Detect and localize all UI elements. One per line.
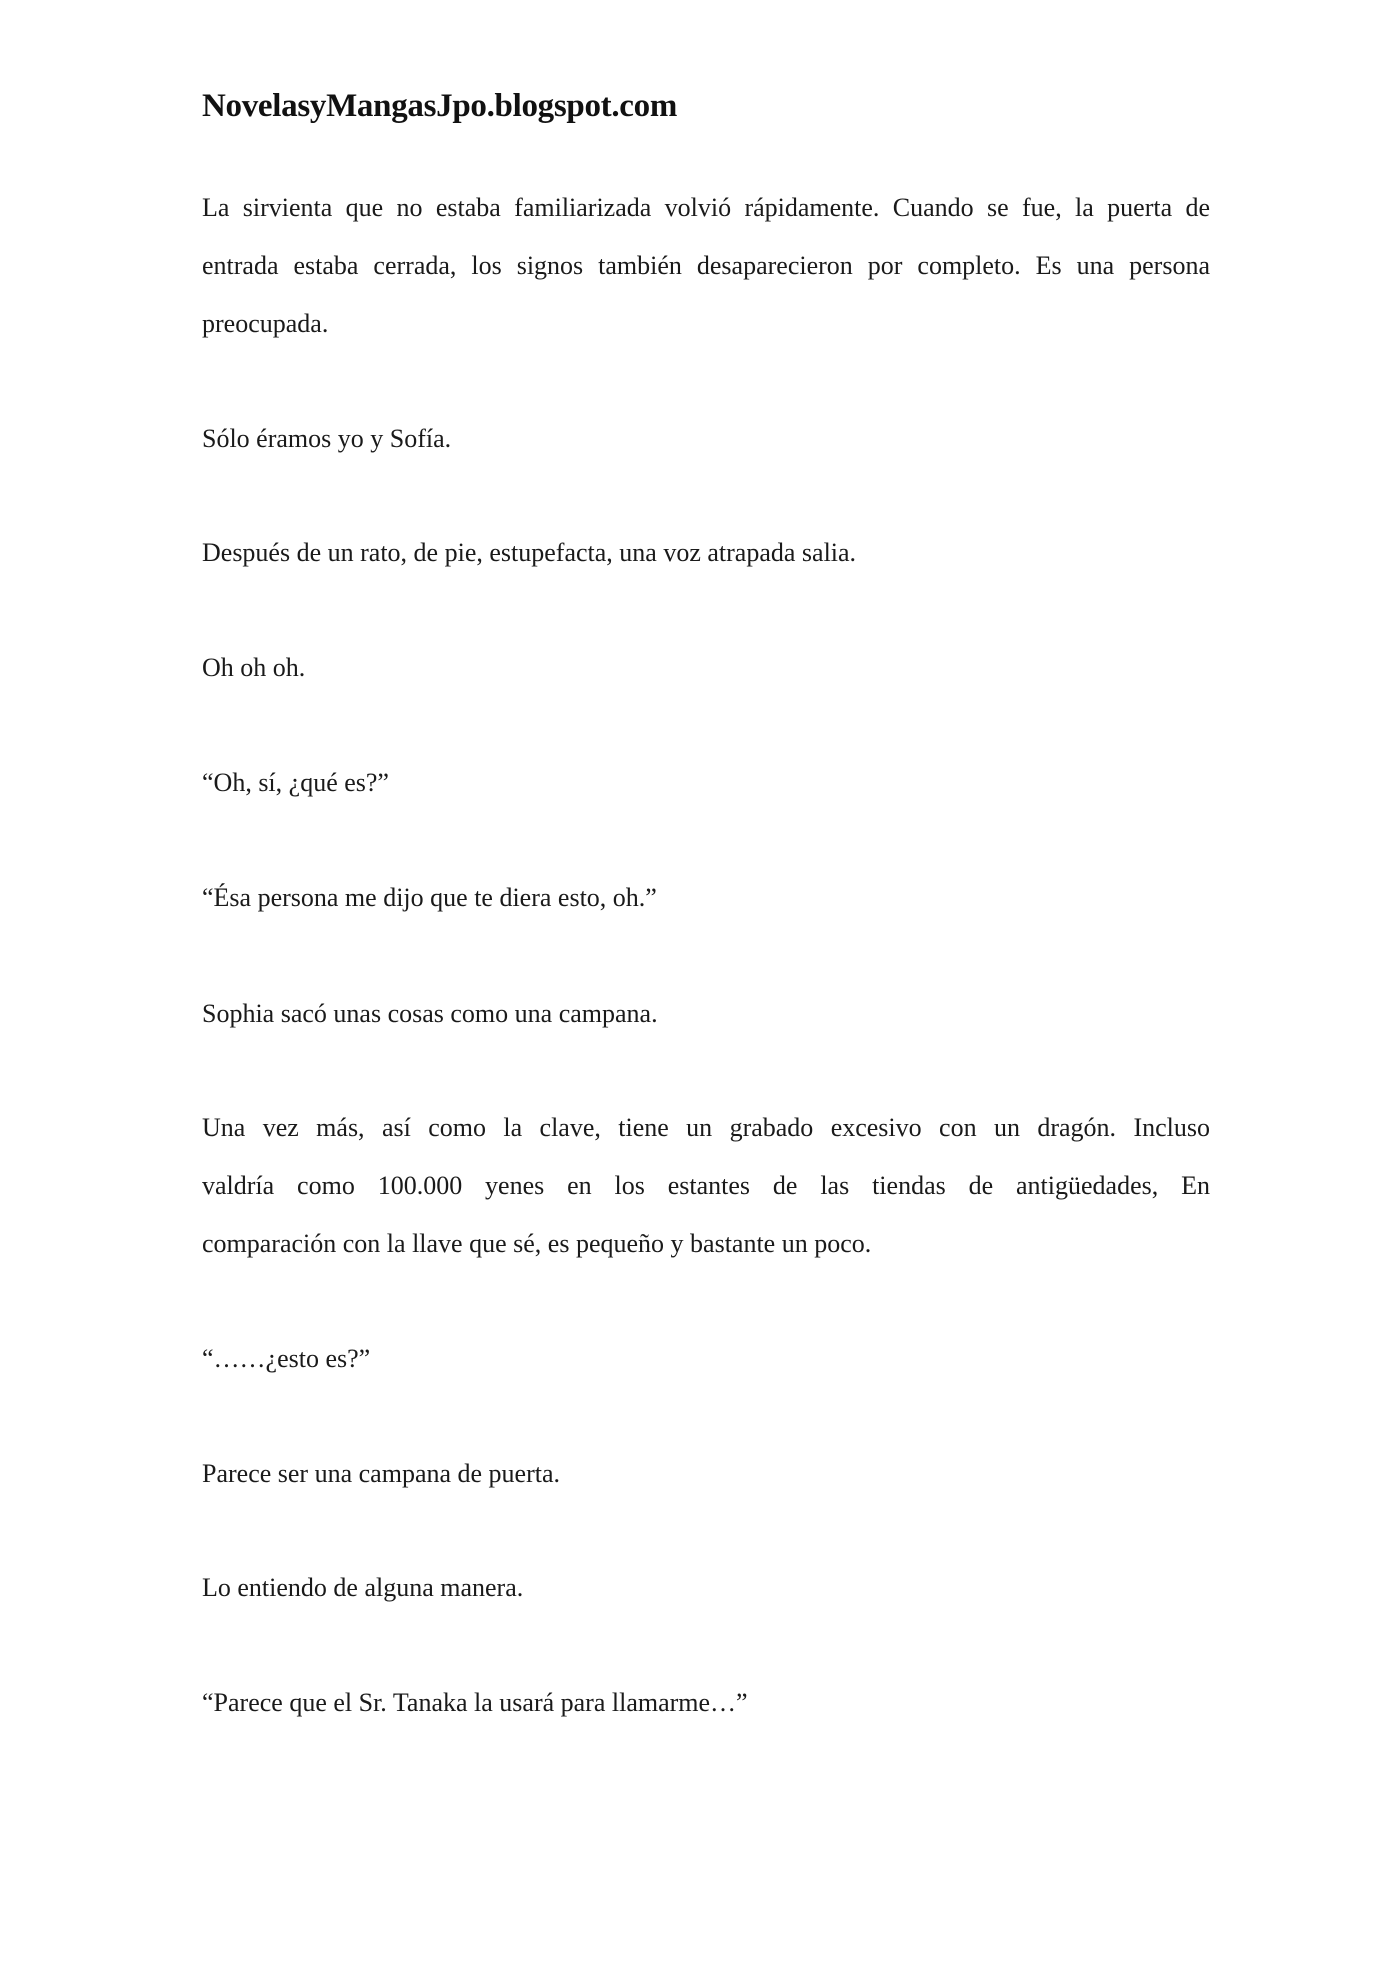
paragraph-2 bbox=[202, 410, 1210, 468]
paragraph-6 bbox=[202, 869, 1210, 927]
paragraph-line: entrada estaba cerrada, los signos también desaparecieron por completo. Es una persona bbox=[202, 251, 1210, 280]
paragraph-line: Sophia sacó unas cosas como una campana. bbox=[202, 999, 658, 1028]
paragraph-11 bbox=[202, 1559, 1210, 1617]
paragraph-line: La sirvienta que no estaba familiarizada volvió rápidamente. Cuando se fue, la puerta de bbox=[202, 193, 1210, 222]
paragraph-line: comparación con la llave que sé, es pequeño y bastante un poco. bbox=[202, 1229, 872, 1258]
paragraph-7 bbox=[202, 985, 1210, 1043]
paragraph-8 bbox=[202, 1099, 1210, 1273]
paragraph-line: “Parece que el Sr. Tanaka la usará para llamarme…” bbox=[202, 1688, 748, 1717]
paragraph-1 bbox=[202, 179, 1210, 353]
paragraph-line: Oh oh oh. bbox=[202, 653, 306, 682]
paragraph-4 bbox=[202, 639, 1210, 697]
paragraph-line: Después de un rato, de pie, estupefacta, una voz atrapada salia. bbox=[202, 538, 857, 567]
paragraph-line: Una vez más, así como la clave, tiene un grabado excesivo con un dragón. Incluso bbox=[202, 1113, 1210, 1142]
site-header: NovelasyMangasJpo.blogspot.com bbox=[202, 88, 678, 124]
paragraph-line: Sólo éramos yo y Sofía. bbox=[202, 424, 452, 453]
paragraph-line: Lo entiendo de alguna manera. bbox=[202, 1573, 524, 1602]
paragraph-3 bbox=[202, 524, 1210, 582]
paragraph-line: “Ésa persona me dijo que te diera esto, oh.” bbox=[202, 883, 657, 912]
paragraph-9 bbox=[202, 1330, 1210, 1388]
paragraph-line: preocupada. bbox=[202, 309, 329, 338]
paragraph-line: valdría como 100.000 yenes en los estantes de las tiendas de antigüedades, En bbox=[202, 1171, 1210, 1200]
paragraph-12 bbox=[202, 1674, 1210, 1732]
paragraph-10 bbox=[202, 1445, 1210, 1503]
paragraph-line: “Oh, sí, ¿qué es?” bbox=[202, 768, 389, 797]
paragraph-line: “……¿esto es?” bbox=[202, 1344, 371, 1373]
paragraph-line: Parece ser una campana de puerta. bbox=[202, 1459, 561, 1488]
paragraph-5 bbox=[202, 754, 1210, 812]
